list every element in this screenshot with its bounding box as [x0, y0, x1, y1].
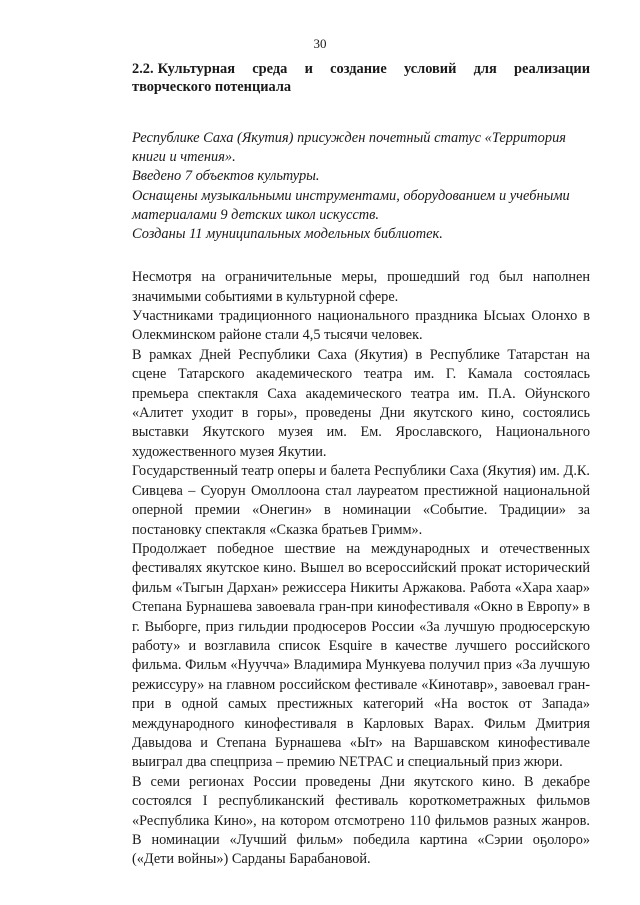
section-heading [132, 60, 590, 96]
paragraph: Продолжает победное шествие на международных и отечественных фестивалях якутское кино. Вышел во всероссийский прокат исторический фильм «Тыгын Дархан» режиссера Никиты Аржакова. Работа «Хара хаар» Степана Бурнашева завоевала гран-при кинофестиваля «Окно в Европу» в г. Выборге, приз гильдии продюсеров России «За лучшую продюсерскую работу» и возглавила список Esquire в качестве лучшего российского фильма. Фильм «Нуучча» Владимира Мункуева получил приз «За лучшую режиссуру» на главном российском фестивале «Кинотавр», завоевал гран-при в одной самых престижных категорий «На восток от Запада» международного кинофестиваля в Карловых Варах. Фильм Дмитрия Давыдова и Степана Бурнашева «Ыт» на Варшавском кинофестивале выиграл два спецприза – премию NETPAC и специальный приз жюри. [132, 540, 590, 771]
page-number: 30 [313, 36, 327, 51]
section-title: Культурная среда и создание условий для реализации творческого потенциала [132, 61, 590, 95]
paragraph: В рамках Дней Республики Саха (Якутия) в Республике Татарстан на сцене Татарского академического театра им. Г. Камала состоялась премьера спектакля Саха академического театра им. П.А. Ойунского «Алитет уходит в горы», проведены Дни якутского кино, состоялись выставки Якутского музея им. Ем. Ярославского, Национального художественного музея Якутии. [132, 346, 590, 460]
highlight-item: Республике Саха (Якутия) присужден почетный статус «Территория книги и чтения». [132, 130, 566, 166]
paragraph: Государственный театр оперы и балета Республики Саха (Якутия) им. Д.К. Сивцева – Суорун Омоллоона стал лауреатом престижной национальной оперной премии «Онегин» в номинации «Событие. Традиции» за постановку спектакля «Сказка братьев Гримм». [132, 463, 590, 538]
section-number: 2.2. [132, 61, 154, 77]
highlight-item: Оснащены музыкальными инструментами, оборудованием и учебными материалами 9 детских школ искусств. [132, 187, 570, 223]
paragraph: В семи регионах России проведены Дни якутского кино. В декабре состоялся I республиканский фестиваль короткометражных фильмов «Республика Кино», на котором отсмотрено 110 фильмов разных жанров. В номинации «Лучший фильм» победила картина «Сэрии оҕолоро» («Дети войны») Сарданы Барабановой. [132, 773, 590, 868]
paragraph: Несмотря на ограничительные меры, прошедший год был наполнен значимыми событиями в культурной сфере. [132, 269, 590, 305]
highlights-block [132, 129, 590, 244]
highlight-item: Введено 7 объектов культуры. [132, 168, 320, 185]
body-text [132, 268, 590, 870]
paragraph: Участниками традиционного национального праздника Ысыах Олонхо в Олекминском районе стали 4,5 тысячи человек. [132, 308, 590, 344]
highlight-item: Созданы 11 муниципальных модельных библиотек. [132, 226, 443, 243]
page-content [132, 60, 590, 870]
